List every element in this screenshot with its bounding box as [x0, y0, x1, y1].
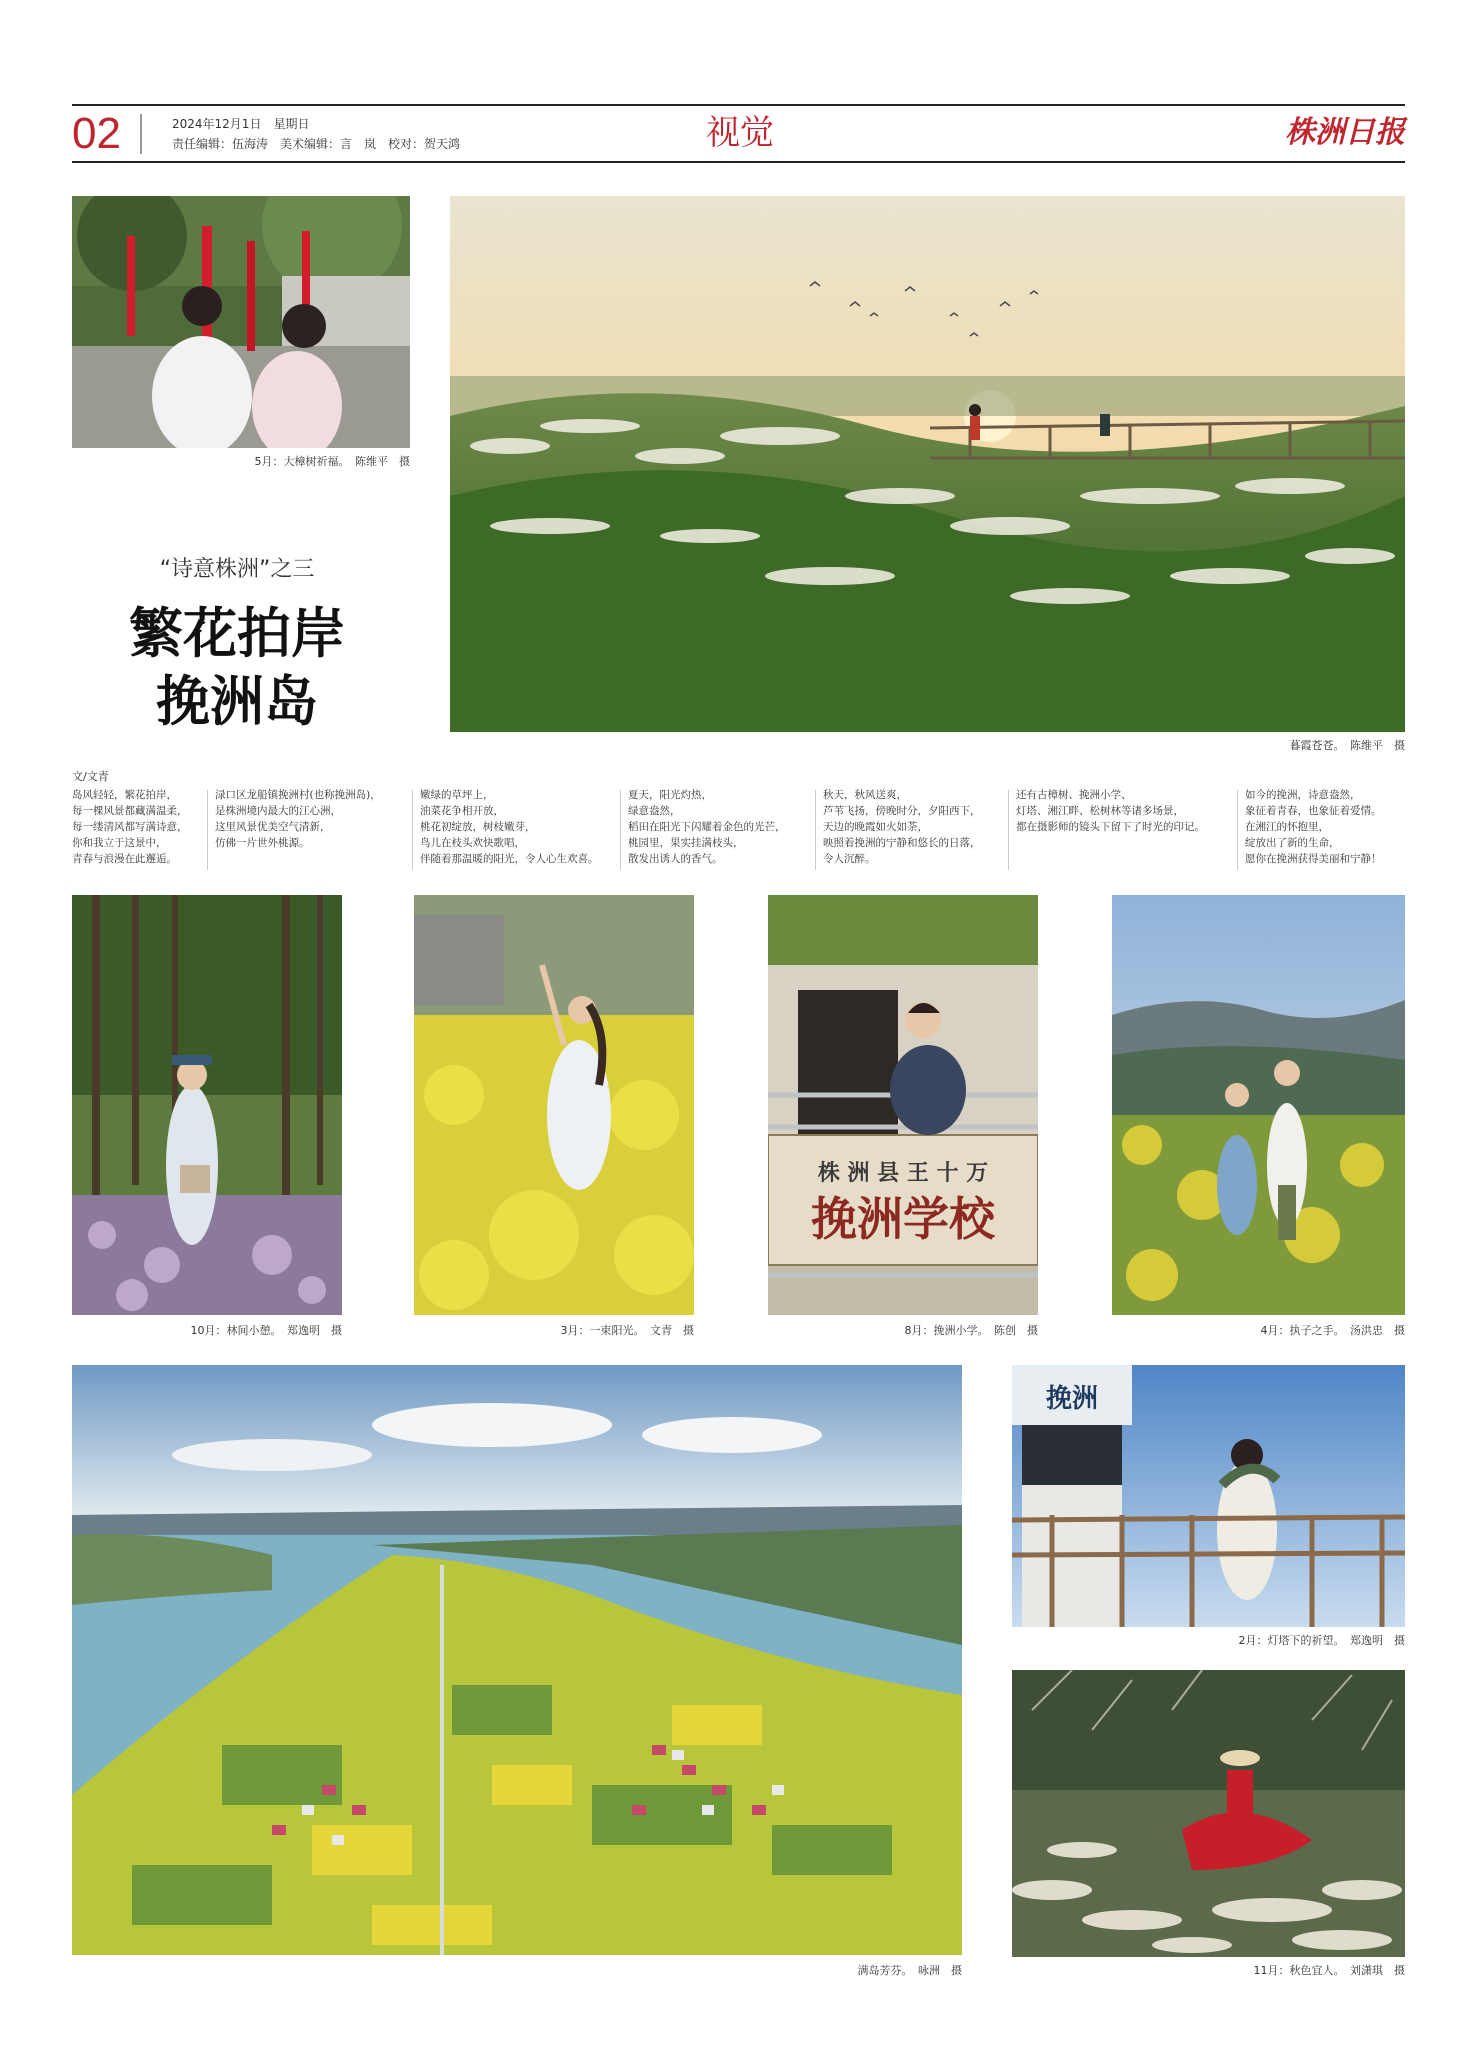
- page-number: 02: [72, 109, 121, 158]
- photo-wanzhou-school: [768, 895, 1038, 1315]
- column-divider: [815, 790, 816, 870]
- lighthouse-sign: 挽洲: [1045, 1384, 1099, 1414]
- photo-autumn-red-dress: [1012, 1670, 1405, 1957]
- article-title-line-1: 繁花拍岸: [129, 602, 345, 665]
- caption-october: 10月：林间小憩。 郑逸明 摄: [190, 1324, 342, 1337]
- text-column-3: 嫩绿的草坪上， 油菜花争相开放， 桃花初绽放，树枝嫩芽， 鸟儿在枝头欢快歌唱， 伴随着那温暖的阳光，令人心生欢喜。: [420, 789, 599, 865]
- caption-march: 3月：一束阳光。 文青 摄: [560, 1324, 694, 1337]
- column-divider: [1237, 790, 1238, 870]
- caption-aerial: 满岛芳芬。 咏洲 摄: [857, 1964, 962, 1977]
- photo-camphor-tree-blessing: [72, 196, 410, 448]
- column-divider: [620, 790, 621, 870]
- caption-april: 4月：执子之手。 汤洪忠 摄: [1260, 1324, 1405, 1337]
- photo-rapeseed-sunbeam: [414, 895, 694, 1315]
- caption-may: 5月：大樟树祈福。 陈维平 摄: [254, 455, 410, 468]
- text-column-1: 岛风轻轻，繁花拍岸， 每一棵风景都藏满温柔， 每一缕清风都写满诗意， 你和我立于这景中， 青春与浪漫在此邂逅。: [72, 789, 188, 865]
- article-title-line-2: 挽洲岛: [156, 670, 318, 733]
- photo-lighthouse: [1012, 1365, 1405, 1627]
- article-byline: 文/文青: [72, 770, 109, 783]
- newspaper-masthead: 株洲日报: [1285, 115, 1405, 150]
- text-column-2: 渌口区龙船镇挽洲村(也称挽洲岛)， 是株洲境内最大的江心洲， 这里风景优美空气清新， 仿佛一片世外桃源。: [215, 789, 381, 849]
- column-divider: [412, 790, 413, 870]
- series-label: “诗意株洲”之三: [159, 557, 315, 582]
- caption-august: 8月：挽洲小学。 陈创 摄: [904, 1324, 1038, 1337]
- section-title: 视觉: [706, 113, 774, 153]
- text-column-5: 秋天，秋风送爽， 芦苇飞扬，傍晚时分，夕阳西下， 天边的晚霞如火如荼， 映照着挽洲的宁静和悠长的日落， 令人沉醉。: [823, 789, 981, 865]
- text-column-4: 夏天，阳光灼热， 绿意盎然， 稻田在阳光下闪耀着金色的光芒， 桃园里，果实挂满枝头， 散发出诱人的香气。: [628, 789, 786, 865]
- column-divider: [1008, 790, 1009, 870]
- text-column-7: 如今的挽洲，诗意盎然， 象征着青春，也象征着爱情。 在湘江的怀抱里， 绽放出了新的生命， 愿你在挽洲获得美丽和宁静！: [1245, 789, 1382, 865]
- caption-november: 11月：秋色宜人。 刘潇琪 摄: [1253, 1964, 1405, 1977]
- caption-february: 2月：灯塔下的祈望。 郑逸明 摄: [1238, 1634, 1405, 1647]
- caption-reeds: 暮霞苍苍。 陈维平 摄: [1289, 739, 1405, 752]
- photo-reeds-sunset: [450, 196, 1405, 732]
- school-sign-line-2: 挽洲学校: [811, 1192, 995, 1246]
- issue-date: 2024年12月1日 星期日: [172, 117, 310, 131]
- header-top-rule: [72, 104, 1405, 106]
- photo-aerial-island: [72, 1365, 962, 1955]
- header-separator: [140, 114, 142, 154]
- column-divider: [207, 790, 208, 870]
- photo-hand-in-hand: [1112, 895, 1405, 1315]
- school-sign-line-1: 株 洲 县 王 十 万: [817, 1160, 989, 1186]
- text-column-6: 还有古樟树、挽洲小学、 灯塔、湘江畔、松树林等诸多场景， 都在摄影师的镜头下留下了时光的印记。: [1016, 789, 1205, 833]
- editor-credits: 责任编辑：伍海涛 美术编辑：言 岚 校对：贺天鸿: [172, 137, 461, 151]
- photo-forest-rest: [72, 895, 342, 1315]
- header-bottom-rule: [72, 161, 1405, 163]
